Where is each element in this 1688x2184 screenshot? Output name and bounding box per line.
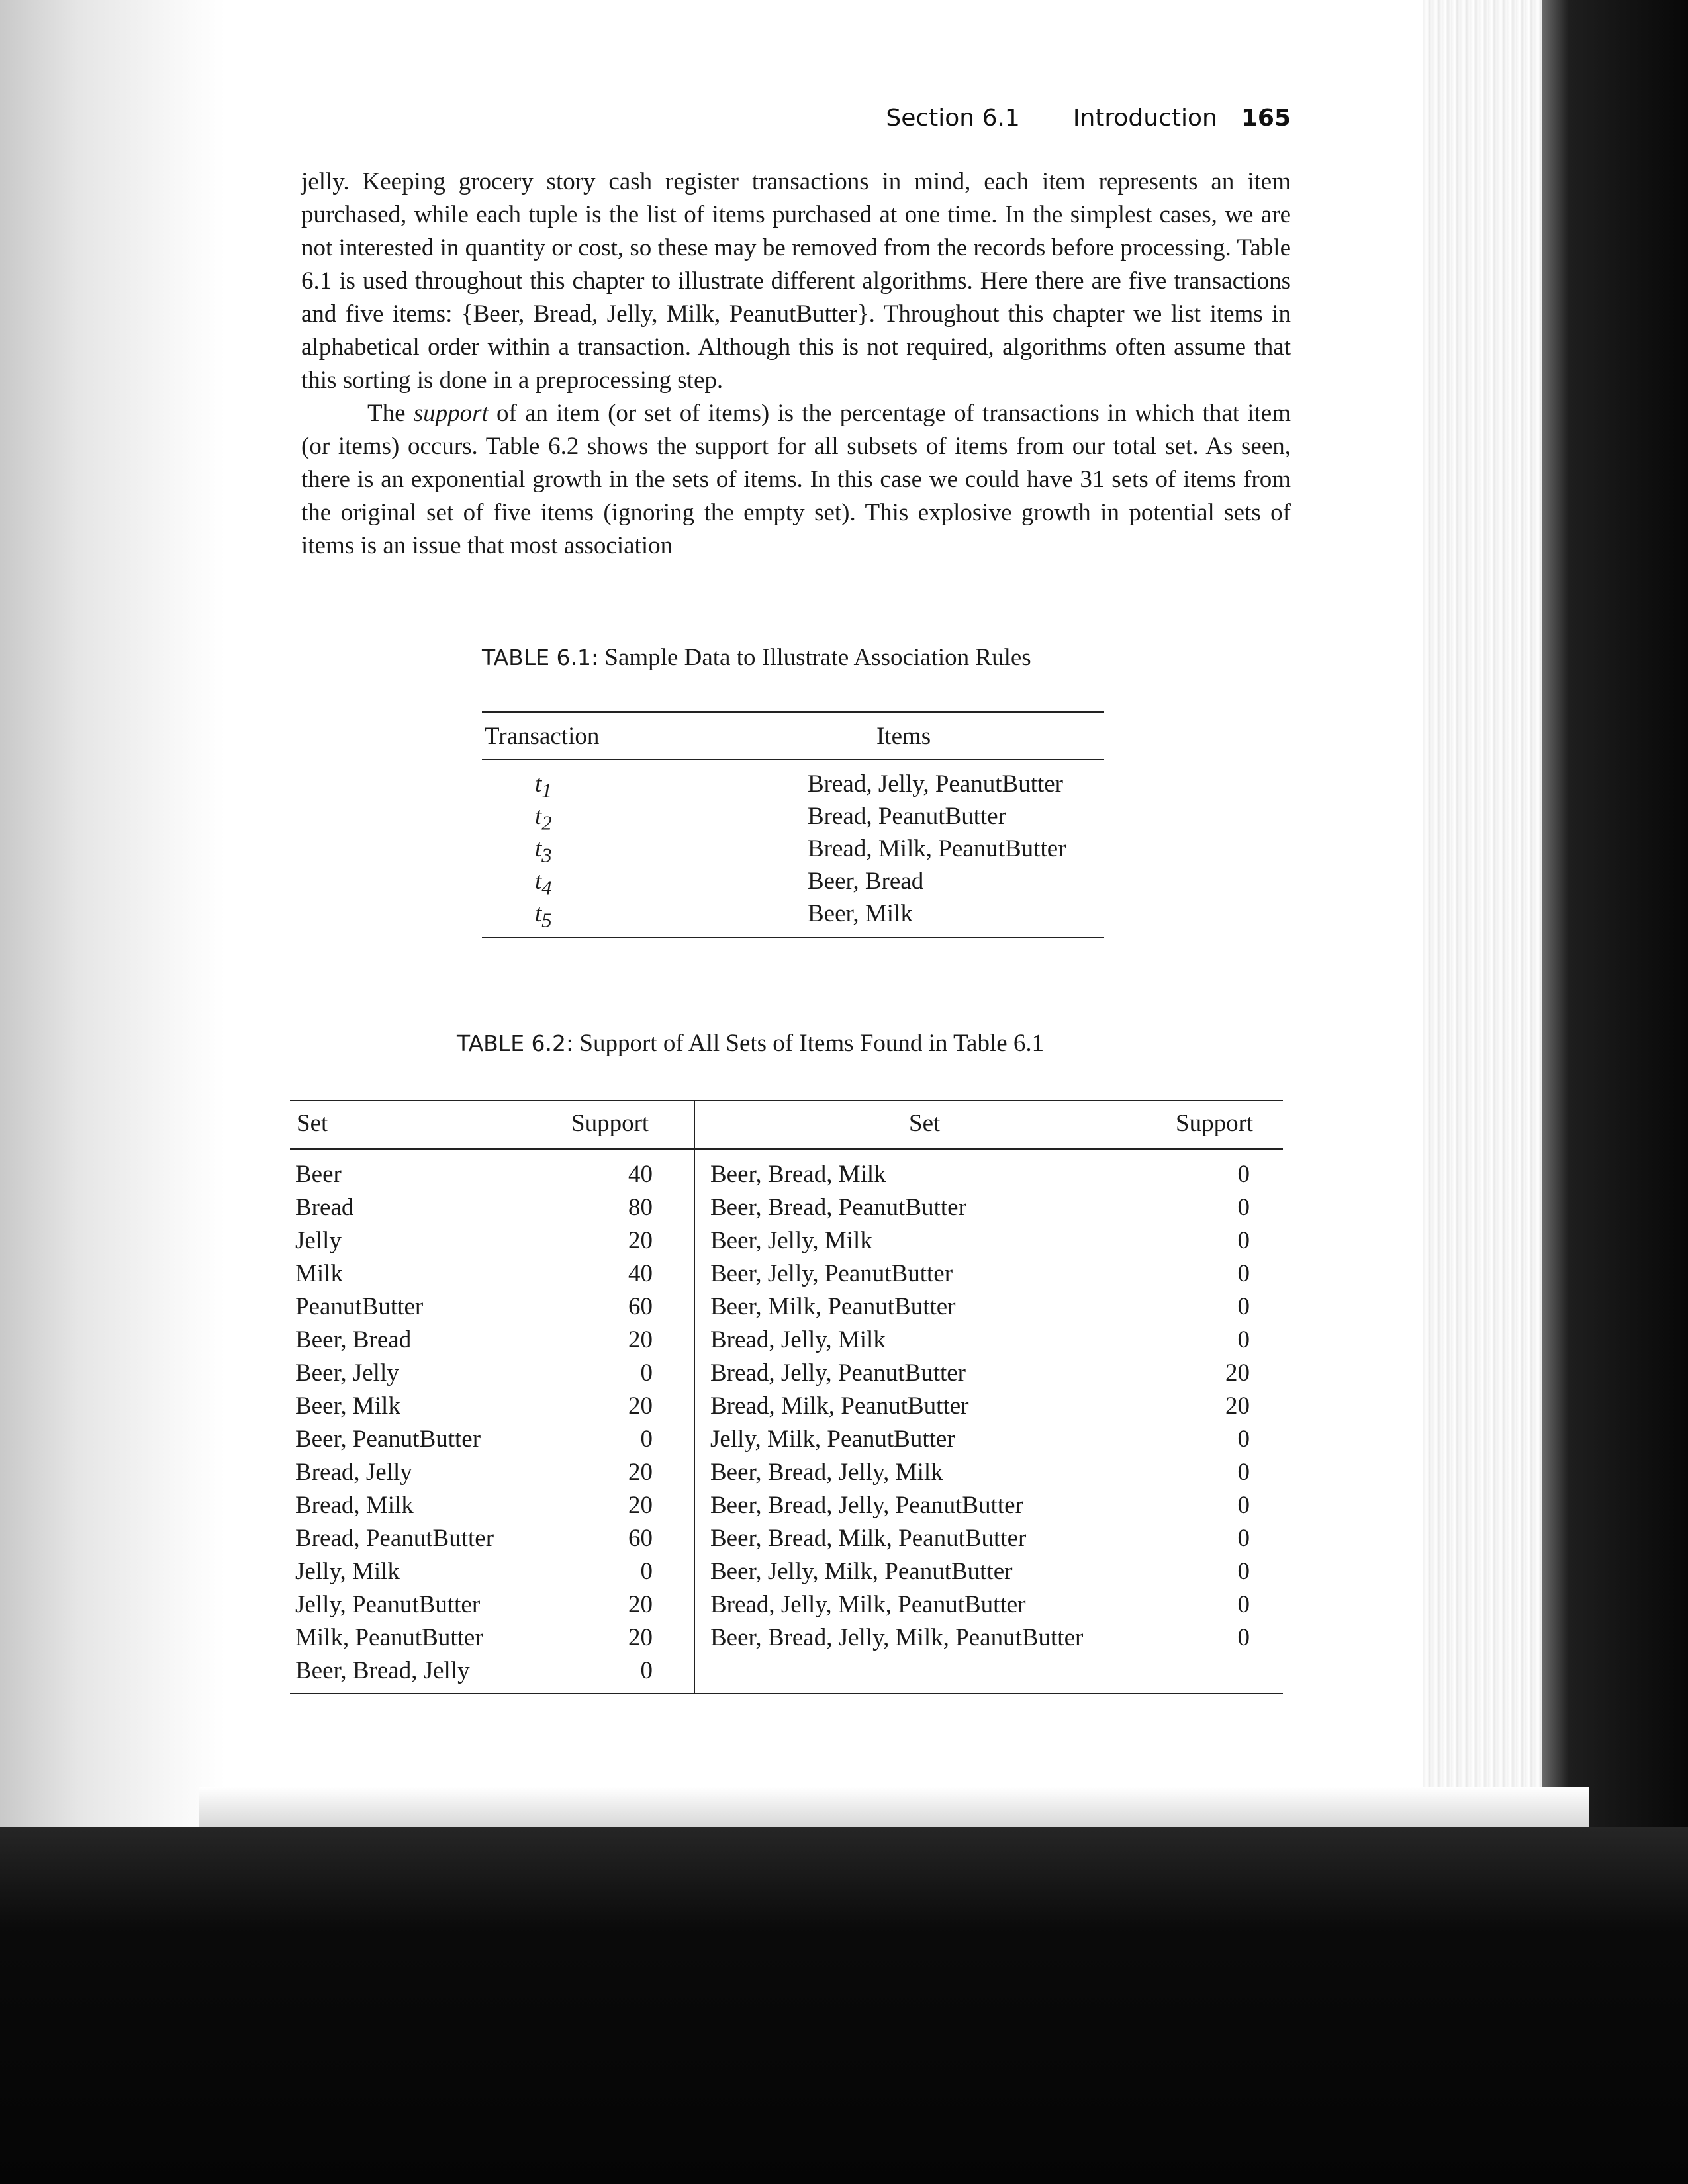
- support-cell: 0: [1237, 1293, 1250, 1320]
- support-cell: 0: [1237, 1492, 1250, 1519]
- support-cell: 20: [628, 1492, 653, 1519]
- support-cell: 0: [1237, 1525, 1250, 1552]
- itemset-cell: Beer, Milk: [295, 1392, 400, 1420]
- transaction-id-base: t: [535, 900, 542, 927]
- transaction-id-index: 1: [541, 779, 552, 802]
- support-cell: 40: [628, 1260, 653, 1287]
- text-segment: The: [367, 400, 414, 427]
- support-cell: 40: [628, 1161, 653, 1188]
- support-cell: 0: [1237, 1161, 1250, 1188]
- transaction-id-index: 3: [541, 844, 552, 867]
- page-number: 165: [1241, 105, 1291, 132]
- support-cell: 20: [1225, 1359, 1250, 1387]
- itemset-cell: Beer, Bread, Jelly, PeanutButter: [710, 1492, 1023, 1519]
- support-cell: 20: [628, 1227, 653, 1254]
- itemset-cell: Beer, Jelly: [295, 1359, 399, 1387]
- table2-caption: [457, 1029, 1044, 1058]
- text-segment: jelly. Keeping grocery story cash register transactions in mind, each item represents an item purchased, while each tuple is the list of items purchased at one time. In the simplest cases, we are not interested in quantity or cost, so these may be removed from the records before processing. Table 6.1 is used throughout this chapter to illustrate different algorithms. Here there are five transactions and five items: {Beer, Bread, Jelly, Milk, PeanutButter}. Throughout this chapter we list items in alphabetical order within a transaction. Although this is not required, algorithms often assume that this sorting is done in a preprocessing step.: [301, 168, 1291, 394]
- table2-left-col-support: Support: [571, 1110, 649, 1137]
- table1-row: [482, 899, 1104, 932]
- support-cell: 0: [640, 1426, 653, 1453]
- itemset-cell: Jelly, Milk: [295, 1558, 400, 1585]
- support-cell: 0: [1237, 1558, 1250, 1585]
- table2-right-col-set: Set: [909, 1110, 941, 1137]
- itemset-cell: Bread, Jelly, Milk: [710, 1326, 886, 1353]
- transaction-id-base: t: [535, 770, 542, 797]
- support-cell: 0: [640, 1359, 653, 1387]
- transaction-id: [535, 899, 552, 932]
- transaction-id-index: 2: [541, 811, 552, 835]
- table1-row: [482, 770, 1104, 802]
- table1-caption: [482, 643, 1031, 672]
- table1-row: [482, 835, 1104, 867]
- support-cell: 0: [1237, 1326, 1250, 1353]
- transaction-id-base: t: [535, 803, 542, 830]
- table1-label: TABLE 6.1:: [482, 645, 599, 670]
- table1-row: [482, 867, 1104, 899]
- support-cell: 0: [1237, 1260, 1250, 1287]
- itemset-cell: Beer, PeanutButter: [295, 1426, 481, 1453]
- itemset-cell: Beer: [295, 1161, 342, 1188]
- support-cell: 20: [628, 1392, 653, 1420]
- transaction-id: [535, 835, 552, 867]
- itemset-cell: Beer, Bread, Jelly, Milk: [710, 1459, 943, 1486]
- support-cell: 60: [628, 1525, 653, 1552]
- table2-bottom-rule: [290, 1693, 1283, 1694]
- scan-left-shadow: [0, 0, 225, 1866]
- transaction-id-index: 4: [541, 876, 552, 899]
- support-cell: 80: [628, 1194, 653, 1221]
- itemset-cell: Beer, Bread, PeanutButter: [710, 1194, 966, 1221]
- support-cell: 20: [1225, 1392, 1250, 1420]
- transaction-items: Bread, Jelly, PeanutButter: [808, 770, 1064, 797]
- transaction-id-index: 5: [541, 909, 552, 932]
- table2-right-col-support: Support: [1176, 1110, 1254, 1137]
- table1-body: [482, 760, 1104, 937]
- itemset-cell: Beer, Jelly, Milk, PeanutButter: [710, 1558, 1013, 1585]
- itemset-cell: Beer, Bread, Milk, PeanutButter: [710, 1525, 1027, 1552]
- table1-row: [482, 802, 1104, 835]
- support-cell: 20: [628, 1624, 653, 1651]
- itemset-cell: PeanutButter: [295, 1293, 424, 1320]
- transaction-items: Bread, Milk, PeanutButter: [808, 835, 1066, 862]
- table1-caption-text: Sample Data to Illustrate Association Rules: [604, 644, 1031, 671]
- support-cell: 0: [1237, 1227, 1250, 1254]
- table2-left-col-set: Set: [297, 1110, 328, 1137]
- itemset-cell: Bread, Jelly: [295, 1459, 412, 1486]
- itemset-cell: Beer, Milk, PeanutButter: [710, 1293, 956, 1320]
- table2-top-rule: [290, 1100, 1283, 1101]
- transaction-items: Beer, Milk: [808, 900, 913, 927]
- itemset-cell: Bread, Milk, PeanutButter: [710, 1392, 969, 1420]
- transaction-id: [535, 867, 552, 899]
- body-text: [301, 165, 1291, 563]
- table2-column-divider: [694, 1100, 695, 1693]
- header-title: Introduction: [1072, 105, 1217, 132]
- table1-col-transaction: Transaction: [485, 723, 600, 750]
- transaction-items: Bread, PeanutButter: [808, 803, 1007, 830]
- table2-left-supports: [581, 1158, 653, 1688]
- itemset-cell: Milk, PeanutButter: [295, 1624, 483, 1651]
- itemset-cell: Bread, Jelly, PeanutButter: [710, 1359, 966, 1387]
- itemset-cell: Beer, Bread: [295, 1326, 412, 1353]
- table2-label: TABLE 6.2:: [457, 1030, 574, 1056]
- support-cell: 0: [1237, 1459, 1250, 1486]
- emphasis-text: support: [413, 400, 489, 427]
- transaction-id-base: t: [535, 868, 542, 895]
- table1-header: [482, 713, 1104, 759]
- itemset-cell: Milk: [295, 1260, 343, 1287]
- support-cell: 60: [628, 1293, 653, 1320]
- itemset-cell: Bread, Milk: [295, 1492, 414, 1519]
- text-segment: of an item (or set of items) is the percentage of transactions in which that item (or items) occurs. Table 6.2 shows the support for all subsets of items from our total set. As seen, there is an exponential growth in the sets of items. In this case we could have 31 sets of items from the original set of five items (ignoring the empty set). This explosive growth in potential sets of items is an issue that most association: [301, 400, 1291, 559]
- support-cell: 0: [1237, 1426, 1250, 1453]
- table2-right-sets: [710, 1158, 1174, 1655]
- itemset-cell: Bread: [295, 1194, 354, 1221]
- itemset-cell: Bread, PeanutButter: [295, 1525, 494, 1552]
- scan-dark-edge-bottom: [0, 1827, 1688, 2184]
- table2-right-supports: [1177, 1158, 1250, 1655]
- table1-bottom-rule: [482, 937, 1104, 938]
- support-cell: 0: [640, 1657, 653, 1684]
- itemset-cell: Beer, Jelly, Milk: [710, 1227, 872, 1254]
- transaction-id-base: t: [535, 835, 542, 862]
- support-cell: 0: [1237, 1591, 1250, 1618]
- support-cell: 0: [640, 1558, 653, 1585]
- itemset-cell: Jelly: [295, 1227, 342, 1254]
- itemset-cell: Jelly, Milk, PeanutButter: [710, 1426, 955, 1453]
- transaction-items: Beer, Bread: [808, 868, 924, 895]
- paragraph-1: [301, 165, 1291, 397]
- table2: [290, 1100, 1283, 1696]
- header-section: Section 6.1: [886, 105, 1020, 132]
- itemset-cell: Beer, Jelly, PeanutButter: [710, 1260, 953, 1287]
- itemset-cell: Beer, Bread, Milk: [710, 1161, 886, 1188]
- transaction-id: [535, 770, 552, 802]
- paragraph-2: [301, 397, 1291, 563]
- running-header: [886, 105, 1291, 132]
- support-cell: 20: [628, 1459, 653, 1486]
- table1: [482, 711, 1104, 938]
- transaction-id: [535, 802, 552, 835]
- support-cell: 20: [628, 1326, 653, 1353]
- itemset-cell: Beer, Bread, Jelly: [295, 1657, 470, 1684]
- table2-left-sets: [295, 1158, 534, 1688]
- support-cell: 0: [1237, 1624, 1250, 1651]
- table2-header-rule: [290, 1148, 1283, 1150]
- table2-caption-text: Support of All Sets of Items Found in Table 6.1: [579, 1030, 1045, 1057]
- itemset-cell: Jelly, PeanutButter: [295, 1591, 481, 1618]
- table1-col-items: Items: [876, 723, 931, 750]
- support-cell: 20: [628, 1591, 653, 1618]
- itemset-cell: Beer, Bread, Jelly, Milk, PeanutButter: [710, 1624, 1084, 1651]
- support-cell: 0: [1237, 1194, 1250, 1221]
- itemset-cell: Bread, Jelly, Milk, PeanutButter: [710, 1591, 1026, 1618]
